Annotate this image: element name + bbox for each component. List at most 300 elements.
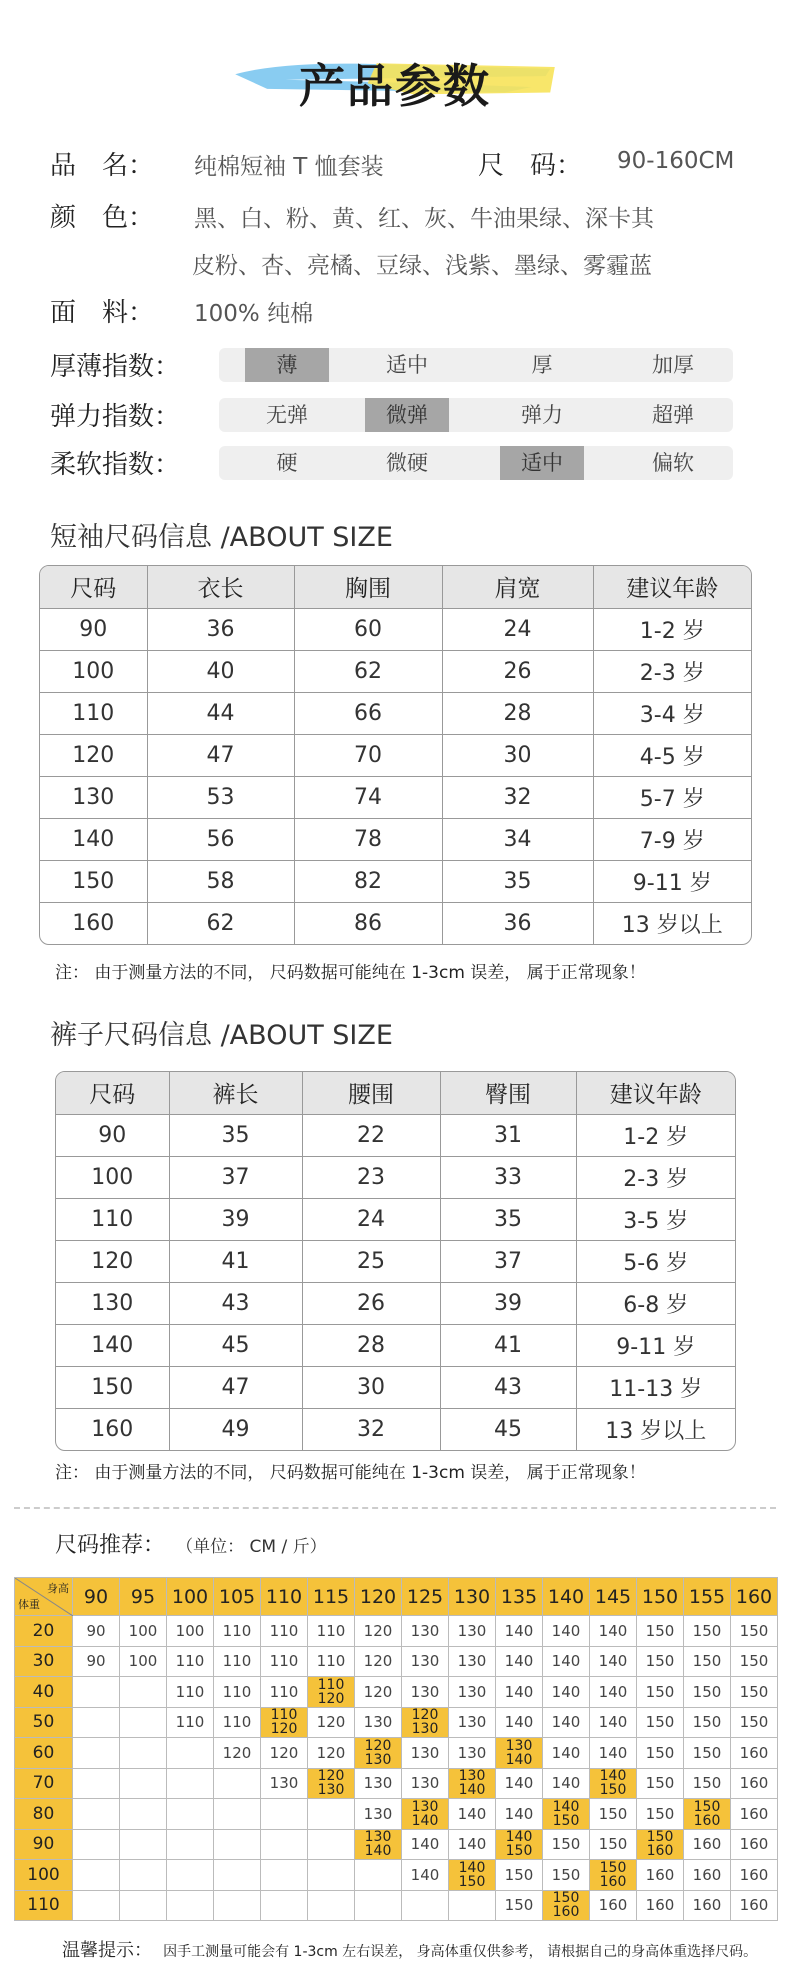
grid-cell <box>402 1890 449 1921</box>
section-divider <box>14 1507 776 1509</box>
grid-cell <box>214 1829 261 1860</box>
grid-row <box>15 1677 778 1708</box>
table-row <box>40 650 751 692</box>
table-row <box>56 1156 735 1198</box>
grid-cell <box>120 1799 167 1830</box>
table-header-cell: 胸围 <box>294 566 442 608</box>
table-cell: 26 <box>302 1282 440 1324</box>
table-cell: 3-4 岁 <box>593 692 751 734</box>
grid-cell: 140 <box>543 1707 590 1738</box>
grid-cell <box>261 1799 308 1830</box>
table-row <box>40 860 751 902</box>
grid-cell: 140 <box>590 1707 637 1738</box>
grid-cell: 150 <box>496 1890 543 1921</box>
grid-cell: 110 <box>261 1616 308 1647</box>
grid-cell <box>73 1738 120 1769</box>
grid-cell <box>355 1860 402 1891</box>
grid-cell: 160 <box>731 1860 778 1891</box>
height-header-cell: 120 <box>355 1578 402 1616</box>
grid-cell <box>120 1677 167 1708</box>
grid-cell <box>167 1829 214 1860</box>
height-header-cell: 150 <box>637 1578 684 1616</box>
table-header-cell: 裤长 <box>169 1072 302 1114</box>
grid-cell: 110 <box>167 1707 214 1738</box>
title-banner <box>0 38 790 118</box>
tip-row <box>62 1936 757 1962</box>
grid-cell <box>120 1890 167 1921</box>
table-cell: 4-5 岁 <box>593 734 751 776</box>
grid-cell-highlighted: 140 150 <box>590 1768 637 1799</box>
grid-cell <box>167 1768 214 1799</box>
grid-cell-highlighted: 150 160 <box>637 1829 684 1860</box>
table-cell: 78 <box>294 818 442 860</box>
grid-cell <box>167 1799 214 1830</box>
grid-row <box>15 1860 778 1891</box>
grid-cell: 160 <box>590 1890 637 1921</box>
table-cell: 45 <box>169 1324 302 1366</box>
grid-cell <box>308 1829 355 1860</box>
table-cell: 160 <box>40 902 147 944</box>
height-header-cell: 145 <box>590 1578 637 1616</box>
table-cell: 3-5 岁 <box>576 1198 735 1240</box>
index-option: 加厚 <box>652 353 694 377</box>
table-cell: 30 <box>302 1366 440 1408</box>
grid-cell: 140 <box>590 1738 637 1769</box>
table-cell: 34 <box>442 818 593 860</box>
grid-cell: 100 <box>120 1646 167 1677</box>
table-cell: 110 <box>56 1198 169 1240</box>
pants-heading: 裤子尺码信息 /ABOUT SIZE <box>50 1020 393 1051</box>
grid-cell: 110 <box>214 1646 261 1677</box>
page-title: 产品参数 <box>299 59 491 113</box>
height-header-cell: 130 <box>449 1578 496 1616</box>
grid-cell: 90 <box>73 1646 120 1677</box>
height-header-cell: 110 <box>261 1578 308 1616</box>
short-sleeve-size-table <box>39 565 752 945</box>
grid-cell <box>73 1799 120 1830</box>
table-cell: 160 <box>56 1408 169 1450</box>
index-option: 适中 <box>386 353 428 377</box>
grid-cell: 150 <box>637 1616 684 1647</box>
table-row <box>56 1114 735 1156</box>
table-cell: 37 <box>169 1156 302 1198</box>
table-cell: 7-9 岁 <box>593 818 751 860</box>
grid-cell: 150 <box>684 1677 731 1708</box>
table-cell: 150 <box>40 860 147 902</box>
grid-cell: 130 <box>449 1646 496 1677</box>
grid-cell <box>214 1860 261 1891</box>
grid-cell: 150 <box>543 1860 590 1891</box>
grid-cell <box>73 1707 120 1738</box>
short-sleeve-heading: 短袖尺码信息 /ABOUT SIZE <box>50 522 393 553</box>
grid-cell: 130 <box>402 1677 449 1708</box>
grid-cell-highlighted: 150 160 <box>590 1860 637 1891</box>
index-option: 超弹 <box>652 403 694 427</box>
grid-cell: 150 <box>684 1616 731 1647</box>
table-cell: 2-3 岁 <box>576 1156 735 1198</box>
tip-text: 因手工测量可能会有 1-3cm 左右误差， 身高体重仅供参考， 请根据自己的身高体重选择尺码。 <box>163 1944 758 1960</box>
grid-cell: 140 <box>449 1799 496 1830</box>
grid-cell: 150 <box>590 1829 637 1860</box>
grid-cell: 110 <box>261 1677 308 1708</box>
grid-cell: 160 <box>731 1829 778 1860</box>
index-scale <box>219 398 733 432</box>
grid-cell: 110 <box>167 1646 214 1677</box>
grid-cell: 130 <box>449 1677 496 1708</box>
table-cell: 11-13 岁 <box>576 1366 735 1408</box>
grid-cell: 150 <box>637 1677 684 1708</box>
grid-cell: 140 <box>496 1768 543 1799</box>
table-cell: 37 <box>440 1240 576 1282</box>
table-cell: 140 <box>56 1324 169 1366</box>
table-cell: 140 <box>40 818 147 860</box>
grid-cell: 140 <box>496 1646 543 1677</box>
height-header-cell: 160 <box>731 1578 778 1616</box>
grid-cell: 130 <box>402 1646 449 1677</box>
table-cell: 74 <box>294 776 442 818</box>
table-cell: 35 <box>442 860 593 902</box>
name-value: 纯棉短袖 T 恤套装 <box>194 154 384 180</box>
table-cell: 56 <box>147 818 294 860</box>
weight-header-cell: 110 <box>15 1890 73 1921</box>
table-cell: 53 <box>147 776 294 818</box>
table-cell: 39 <box>169 1198 302 1240</box>
table-row <box>40 818 751 860</box>
weight-header-cell: 30 <box>15 1646 73 1677</box>
grid-cell: 140 <box>543 1738 590 1769</box>
table-cell: 86 <box>294 902 442 944</box>
grid-cell-highlighted: 130 140 <box>355 1829 402 1860</box>
grid-cell: 150 <box>496 1860 543 1891</box>
grid-cell <box>214 1890 261 1921</box>
table-cell: 36 <box>147 608 294 650</box>
height-header-cell: 100 <box>167 1578 214 1616</box>
grid-row <box>15 1890 778 1921</box>
grid-cell: 160 <box>731 1890 778 1921</box>
index-option-selected: 微弹 <box>365 398 449 432</box>
table-row <box>56 1408 735 1450</box>
grid-cell: 150 <box>731 1616 778 1647</box>
grid-cell <box>308 1860 355 1891</box>
grid-cell <box>449 1890 496 1921</box>
grid-cell: 140 <box>402 1829 449 1860</box>
weight-header-cell: 80 <box>15 1799 73 1830</box>
height-header-cell: 155 <box>684 1578 731 1616</box>
size-label: 尺 码： <box>478 151 583 181</box>
grid-cell <box>73 1890 120 1921</box>
grid-cell: 150 <box>731 1646 778 1677</box>
grid-cell: 110 <box>214 1677 261 1708</box>
grid-cell: 140 <box>543 1646 590 1677</box>
name-label: 品 名： <box>50 151 155 181</box>
grid-cell: 130 <box>449 1616 496 1647</box>
grid-cell-highlighted: 130 140 <box>402 1799 449 1830</box>
table-cell: 28 <box>442 692 593 734</box>
table-cell: 36 <box>442 902 593 944</box>
grid-cell: 160 <box>731 1738 778 1769</box>
grid-cell <box>73 1677 120 1708</box>
grid-cell: 150 <box>590 1799 637 1830</box>
corner-weight-label: 体重 <box>18 1598 40 1611</box>
grid-cell: 110 <box>214 1616 261 1647</box>
grid-cell <box>73 1829 120 1860</box>
table-cell: 47 <box>169 1366 302 1408</box>
grid-cell <box>120 1829 167 1860</box>
grid-cell: 160 <box>684 1829 731 1860</box>
tip-label: 温馨提示： <box>62 1940 152 1961</box>
table-row <box>40 608 751 650</box>
index-option: 硬 <box>276 451 298 475</box>
height-header-cell: 90 <box>73 1578 120 1616</box>
table-cell: 24 <box>442 608 593 650</box>
grid-cell: 130 <box>449 1738 496 1769</box>
table-cell: 2-3 岁 <box>593 650 751 692</box>
grid-cell: 160 <box>731 1799 778 1830</box>
grid-cell: 150 <box>684 1707 731 1738</box>
grid-cell: 150 <box>543 1829 590 1860</box>
table-cell: 25 <box>302 1240 440 1282</box>
table-row <box>40 692 751 734</box>
table-cell: 100 <box>40 650 147 692</box>
size-value: 90-160CM <box>617 148 735 174</box>
grid-cell-highlighted: 140 150 <box>496 1829 543 1860</box>
grid-cell: 110 <box>308 1616 355 1647</box>
table-cell: 62 <box>294 650 442 692</box>
table-cell: 130 <box>40 776 147 818</box>
grid-row <box>15 1646 778 1677</box>
grid-cell <box>214 1799 261 1830</box>
grid-cell: 140 <box>543 1677 590 1708</box>
table-cell: 150 <box>56 1366 169 1408</box>
grid-cell <box>214 1768 261 1799</box>
grid-cell: 120 <box>355 1646 402 1677</box>
table-cell: 35 <box>440 1198 576 1240</box>
index-option: 弹力 <box>521 403 563 427</box>
height-header-cell: 115 <box>308 1578 355 1616</box>
table-cell: 24 <box>302 1198 440 1240</box>
color-line-1: 黑、白、粉、黄、红、灰、牛油果绿、深卡其 <box>194 206 654 232</box>
index-option-selected: 适中 <box>500 446 584 480</box>
table-cell: 1-2 岁 <box>576 1114 735 1156</box>
grid-row <box>15 1768 778 1799</box>
grid-cell-highlighted: 120 130 <box>355 1738 402 1769</box>
grid-cell: 160 <box>731 1768 778 1799</box>
table-cell: 23 <box>302 1156 440 1198</box>
grid-cell: 110 <box>167 1677 214 1708</box>
grid-cell: 90 <box>73 1616 120 1647</box>
table-header-cell: 肩宽 <box>442 566 593 608</box>
grid-cell: 150 <box>684 1738 731 1769</box>
height-header-cell: 125 <box>402 1578 449 1616</box>
grid-row <box>15 1829 778 1860</box>
table-cell: 6-8 岁 <box>576 1282 735 1324</box>
index-scale <box>219 348 733 382</box>
table-cell: 41 <box>169 1240 302 1282</box>
grid-cell-highlighted: 150 160 <box>543 1890 590 1921</box>
table-cell: 13 岁以上 <box>605 1418 707 1444</box>
table-cell: 47 <box>147 734 294 776</box>
grid-cell: 100 <box>120 1616 167 1647</box>
table-cell: 45 <box>440 1408 576 1450</box>
grid-cell: 130 <box>402 1738 449 1769</box>
index-option: 无弹 <box>266 403 308 427</box>
grid-cell <box>308 1890 355 1921</box>
table-cell: 9-11 岁 <box>576 1324 735 1366</box>
index-label: 弹力指数： <box>50 402 181 432</box>
pants-note: 注： 由于测量方法的不同， 尺码数据可能纯在 1-3cm 误差， 属于正常现象！ <box>55 1463 646 1483</box>
grid-cell: 150 <box>731 1677 778 1708</box>
recommend-heading-row <box>55 1528 327 1559</box>
table-row <box>56 1240 735 1282</box>
weight-header-cell: 90 <box>15 1829 73 1860</box>
corner-height-label: 身高 <box>47 1582 69 1595</box>
grid-cell-highlighted: 120 130 <box>402 1707 449 1738</box>
grid-cell: 140 <box>496 1707 543 1738</box>
table-cell: 1-2 岁 <box>593 608 751 650</box>
table-cell: 60 <box>294 608 442 650</box>
grid-row <box>15 1707 778 1738</box>
grid-cell: 150 <box>731 1707 778 1738</box>
grid-cell: 130 <box>402 1768 449 1799</box>
grid-cell-highlighted: 140 150 <box>449 1860 496 1891</box>
grid-cell: 120 <box>308 1707 355 1738</box>
grid-cell: 150 <box>637 1707 684 1738</box>
table-header-cell: 腰围 <box>302 1072 440 1114</box>
table-cell: 35 <box>169 1114 302 1156</box>
table-cell: 70 <box>294 734 442 776</box>
grid-cell <box>73 1860 120 1891</box>
index-scale <box>219 446 733 480</box>
pants-size-table <box>55 1071 736 1451</box>
table-row <box>40 902 751 944</box>
index-label: 柔软指数： <box>50 450 181 480</box>
grid-cell-highlighted: 140 150 <box>543 1799 590 1830</box>
grid-cell-highlighted: 130 140 <box>449 1768 496 1799</box>
grid-cell-highlighted: 110 120 <box>308 1677 355 1708</box>
height-header-cell: 140 <box>543 1578 590 1616</box>
recommend-heading: 尺码推荐： <box>55 1533 166 1558</box>
grid-cell: 150 <box>637 1799 684 1830</box>
table-cell: 39 <box>440 1282 576 1324</box>
table-cell: 13 岁以上 <box>621 912 723 938</box>
grid-row <box>15 1799 778 1830</box>
grid-cell: 130 <box>402 1616 449 1647</box>
grid-cell-highlighted: 120 130 <box>308 1768 355 1799</box>
index-label: 厚薄指数： <box>50 352 181 382</box>
grid-cell <box>120 1707 167 1738</box>
grid-cell <box>261 1860 308 1891</box>
table-header-cell: 尺码 <box>40 566 147 608</box>
grid-cell <box>120 1738 167 1769</box>
grid-cell: 130 <box>355 1768 402 1799</box>
grid-cell: 110 <box>214 1707 261 1738</box>
table-cell: 32 <box>302 1408 440 1450</box>
table-cell: 43 <box>440 1366 576 1408</box>
grid-cell: 140 <box>543 1768 590 1799</box>
grid-cell: 130 <box>449 1707 496 1738</box>
table-row <box>56 1366 735 1408</box>
table-cell: 90 <box>40 608 147 650</box>
table-cell: 30 <box>442 734 593 776</box>
table-header-cell: 建议年龄 <box>593 566 751 608</box>
grid-cell: 140 <box>449 1829 496 1860</box>
grid-cell <box>355 1890 402 1921</box>
grid-cell: 130 <box>355 1707 402 1738</box>
table-cell: 66 <box>294 692 442 734</box>
table-cell: 58 <box>147 860 294 902</box>
grid-cell-highlighted: 150 160 <box>684 1799 731 1830</box>
fabric-value: 100% 纯棉 <box>194 301 314 327</box>
table-cell: 33 <box>440 1156 576 1198</box>
grid-cell: 120 <box>261 1738 308 1769</box>
grid-row <box>15 1616 778 1647</box>
grid-cell <box>261 1890 308 1921</box>
grid-cell: 150 <box>637 1768 684 1799</box>
weight-header-cell: 60 <box>15 1738 73 1769</box>
grid-cell <box>261 1829 308 1860</box>
table-header-cell: 尺码 <box>56 1072 169 1114</box>
weight-header-cell: 100 <box>15 1860 73 1891</box>
table-cell: 40 <box>147 650 294 692</box>
grid-cell <box>167 1738 214 1769</box>
color-label: 颜 色： <box>50 203 155 233</box>
grid-cell: 160 <box>637 1860 684 1891</box>
weight-header-cell: 50 <box>15 1707 73 1738</box>
grid-cell <box>73 1768 120 1799</box>
grid-cell: 140 <box>402 1860 449 1891</box>
grid-cell: 140 <box>496 1677 543 1708</box>
short-sleeve-note: 注： 由于测量方法的不同， 尺码数据可能纯在 1-3cm 误差， 属于正常现象！ <box>55 963 646 983</box>
index-option-selected: 薄 <box>245 348 329 382</box>
table-cell: 32 <box>442 776 593 818</box>
grid-cell: 130 <box>355 1799 402 1830</box>
table-cell: 130 <box>56 1282 169 1324</box>
table-header-cell: 衣长 <box>147 566 294 608</box>
size-recommendation-grid <box>14 1577 778 1921</box>
weight-header-cell: 40 <box>15 1677 73 1708</box>
height-header-cell: 95 <box>120 1578 167 1616</box>
table-cell: 100 <box>56 1156 169 1198</box>
table-row <box>56 1324 735 1366</box>
recommend-unit: （单位： CM / 斤） <box>176 1537 327 1557</box>
grid-cell: 150 <box>637 1738 684 1769</box>
grid-cell: 140 <box>496 1799 543 1830</box>
grid-cell: 150 <box>637 1646 684 1677</box>
index-option: 偏软 <box>652 451 694 475</box>
grid-cell: 140 <box>543 1616 590 1647</box>
grid-cell: 160 <box>637 1890 684 1921</box>
grid-cell: 140 <box>590 1616 637 1647</box>
table-cell: 62 <box>147 902 294 944</box>
grid-cell-highlighted: 110 120 <box>261 1707 308 1738</box>
table-row <box>56 1282 735 1324</box>
table-row <box>40 776 751 818</box>
grid-corner-cell <box>15 1578 73 1616</box>
index-option: 微硬 <box>386 451 428 475</box>
table-header-cell: 建议年龄 <box>576 1072 735 1114</box>
table-cell: 26 <box>442 650 593 692</box>
grid-cell: 160 <box>684 1860 731 1891</box>
table-cell: 44 <box>147 692 294 734</box>
grid-cell: 100 <box>167 1616 214 1647</box>
grid-cell: 130 <box>261 1768 308 1799</box>
grid-cell: 160 <box>684 1890 731 1921</box>
grid-cell: 150 <box>684 1646 731 1677</box>
table-cell: 110 <box>40 692 147 734</box>
index-option: 厚 <box>531 353 553 377</box>
table-row <box>40 734 751 776</box>
weight-header-cell: 20 <box>15 1616 73 1647</box>
